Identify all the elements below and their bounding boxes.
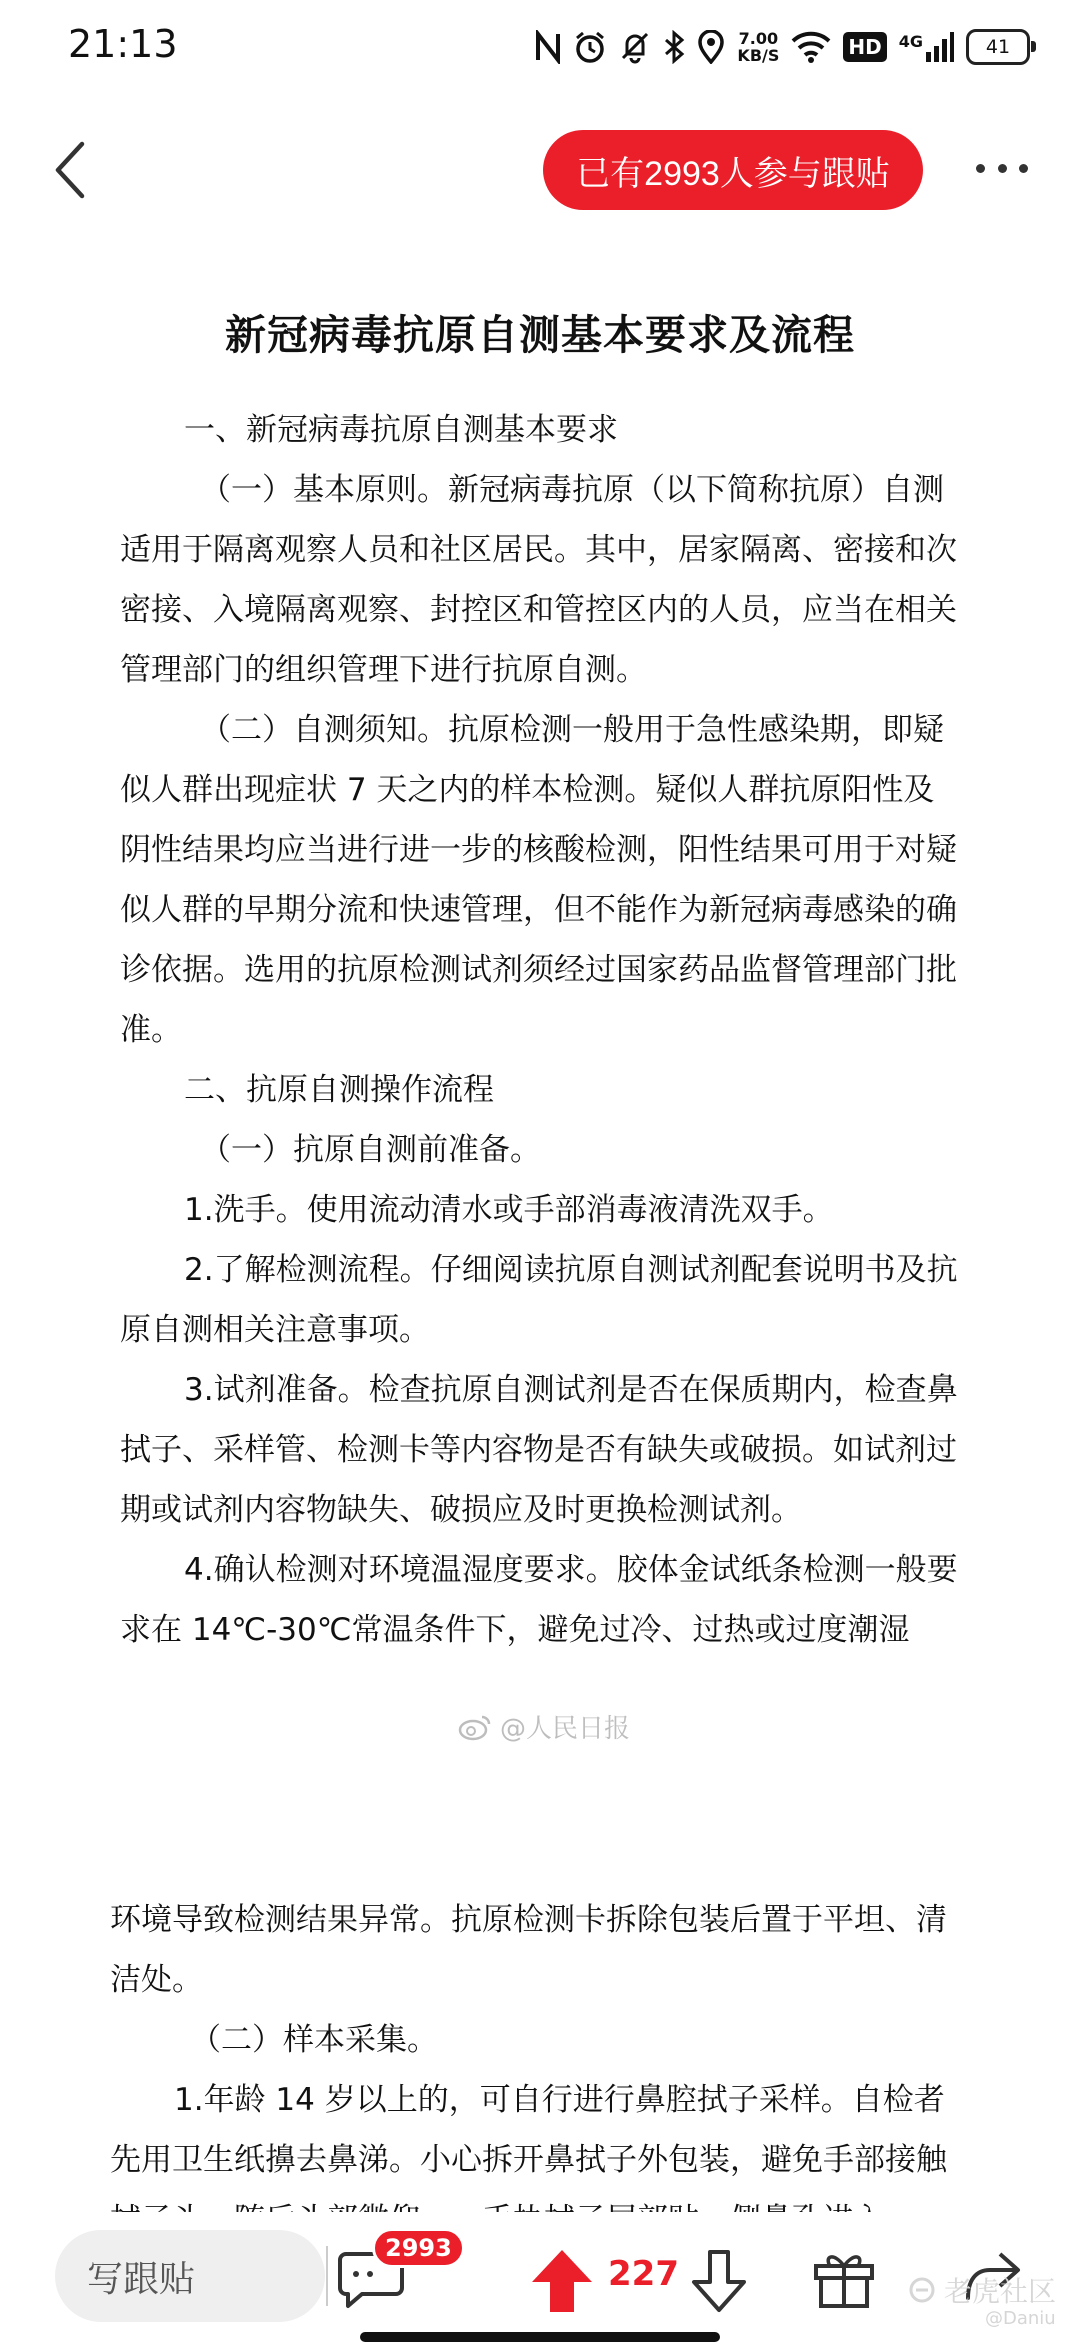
reply-placeholder: 写跟贴 — [87, 2258, 196, 2300]
paragraph: 1.年龄 14 岁以上的，可自行进行鼻腔拭子采样。自检者先用卫生纸擤去鼻涕。小心拆开鼻拭子外包装，避免手部接触 — [110, 2082, 947, 2178]
divider — [326, 2246, 328, 2306]
status-time: 21:13 — [68, 22, 178, 66]
gift-icon[interactable] — [812, 2248, 876, 2310]
section-heading: 一、新冠病毒抗原自测基本要求 — [184, 412, 618, 448]
paragraph: 2.了解检测流程。仔细阅读抗原自测试剂配套说明书及抗原自测相关注意事项。 — [120, 1252, 958, 1348]
section-heading: 二、抗原自测操作流程 — [184, 1072, 494, 1108]
more-icon[interactable] — [976, 150, 1028, 186]
alarm-icon — [573, 30, 607, 64]
net-speed-unit: KB/S — [737, 46, 780, 65]
bottom-action-bar — [0, 2212, 1080, 2340]
paragraph: （二）样本采集。 — [190, 2022, 438, 2058]
watermark-text: @人民日报 — [500, 1714, 631, 1744]
more-dot — [998, 164, 1007, 173]
paragraph: 4.确认检测对环境温湿度要求。胶体金试纸条检测一般要求在 14℃-30℃常温条件下，避免过冷、过热或过度潮湿 — [120, 1552, 958, 1648]
home-indicator[interactable] — [360, 2332, 720, 2342]
document-body — [120, 400, 960, 1660]
paragraph: （一）抗原自测前准备。 — [200, 1132, 541, 1168]
forum-watermark-sub: @Daniu — [985, 2308, 1056, 2329]
wifi-icon — [791, 31, 831, 63]
comment-count-badge: 2993 — [372, 2228, 465, 2268]
bluetooth-icon — [663, 30, 685, 64]
battery-indicator — [966, 29, 1030, 65]
more-dot — [976, 164, 985, 173]
mute-icon — [619, 30, 651, 64]
paragraph: （一）基本原则。新冠病毒抗原（以下简称抗原）自测适用于隔离观察人员和社区居民。其中，居家隔离、密接和次密接、入境隔离观察、封控区和管控区内的人员，应当在相关管理部门的组织管理下进行抗原自测。 — [120, 472, 957, 688]
net-speed-value: 7.00 — [738, 29, 779, 48]
upvote-icon[interactable] — [530, 2248, 594, 2314]
hd-badge: HD — [843, 32, 886, 62]
nfc-icon — [535, 30, 561, 64]
weibo-icon — [458, 1713, 492, 1741]
document-image — [0, 280, 1080, 1744]
signal-group — [899, 32, 954, 62]
forum-watermark-text: 老虎社区 — [944, 2275, 1057, 2308]
paragraph: （二）自测须知。抗原检测一般用于急性感染期，即疑似人群出现症状 7 天之内的样本检测。疑似人群抗原阳性及阴性结果均应当进行进一步的核酸检测，阳性结果可用于对疑似人群的早期分流和快速管理，但不能作为新冠病毒感染的确诊依据。选用的抗原检测试剂须经过国家药品监督管理部门批准。 — [120, 712, 957, 1048]
downvote-icon[interactable] — [690, 2248, 748, 2314]
paragraph: 3.试剂准备。检查抗原自测试剂是否在保质期内，检查鼻拭子、采样管、检测卡等内容物是否有缺失或破损。如试剂过期或试剂内容物缺失、破损应及时更换检测试剂。 — [120, 1372, 958, 1528]
forum-watermark — [908, 2270, 1056, 2310]
net-speed — [737, 30, 779, 64]
tiger-logo-icon — [908, 2276, 936, 2304]
battery-level: 41 — [985, 36, 1011, 58]
document-title: 新冠病毒抗原自测基本要求及流程 — [225, 311, 855, 359]
status-bar — [0, 0, 1080, 96]
reply-input[interactable] — [55, 2230, 325, 2322]
status-icons — [535, 22, 1030, 72]
network-type: 4G — [898, 32, 923, 51]
document-image-2 — [110, 1890, 960, 2250]
location-icon — [697, 30, 725, 64]
back-icon[interactable] — [50, 140, 90, 200]
paragraph: 环境导致检测结果异常。抗原检测卡拆除包装后置于平坦、清洁处。 — [110, 1902, 947, 1998]
watermark — [458, 1708, 630, 1745]
signal-icon — [926, 32, 954, 62]
participants-button[interactable]: 已有2993人参与跟贴 — [543, 130, 923, 210]
upvote-count: 227 — [608, 2254, 679, 2294]
more-dot — [1019, 164, 1028, 173]
paragraph: 1.洗手。使用流动清水或手部消毒液清洗双手。 — [184, 1192, 834, 1228]
